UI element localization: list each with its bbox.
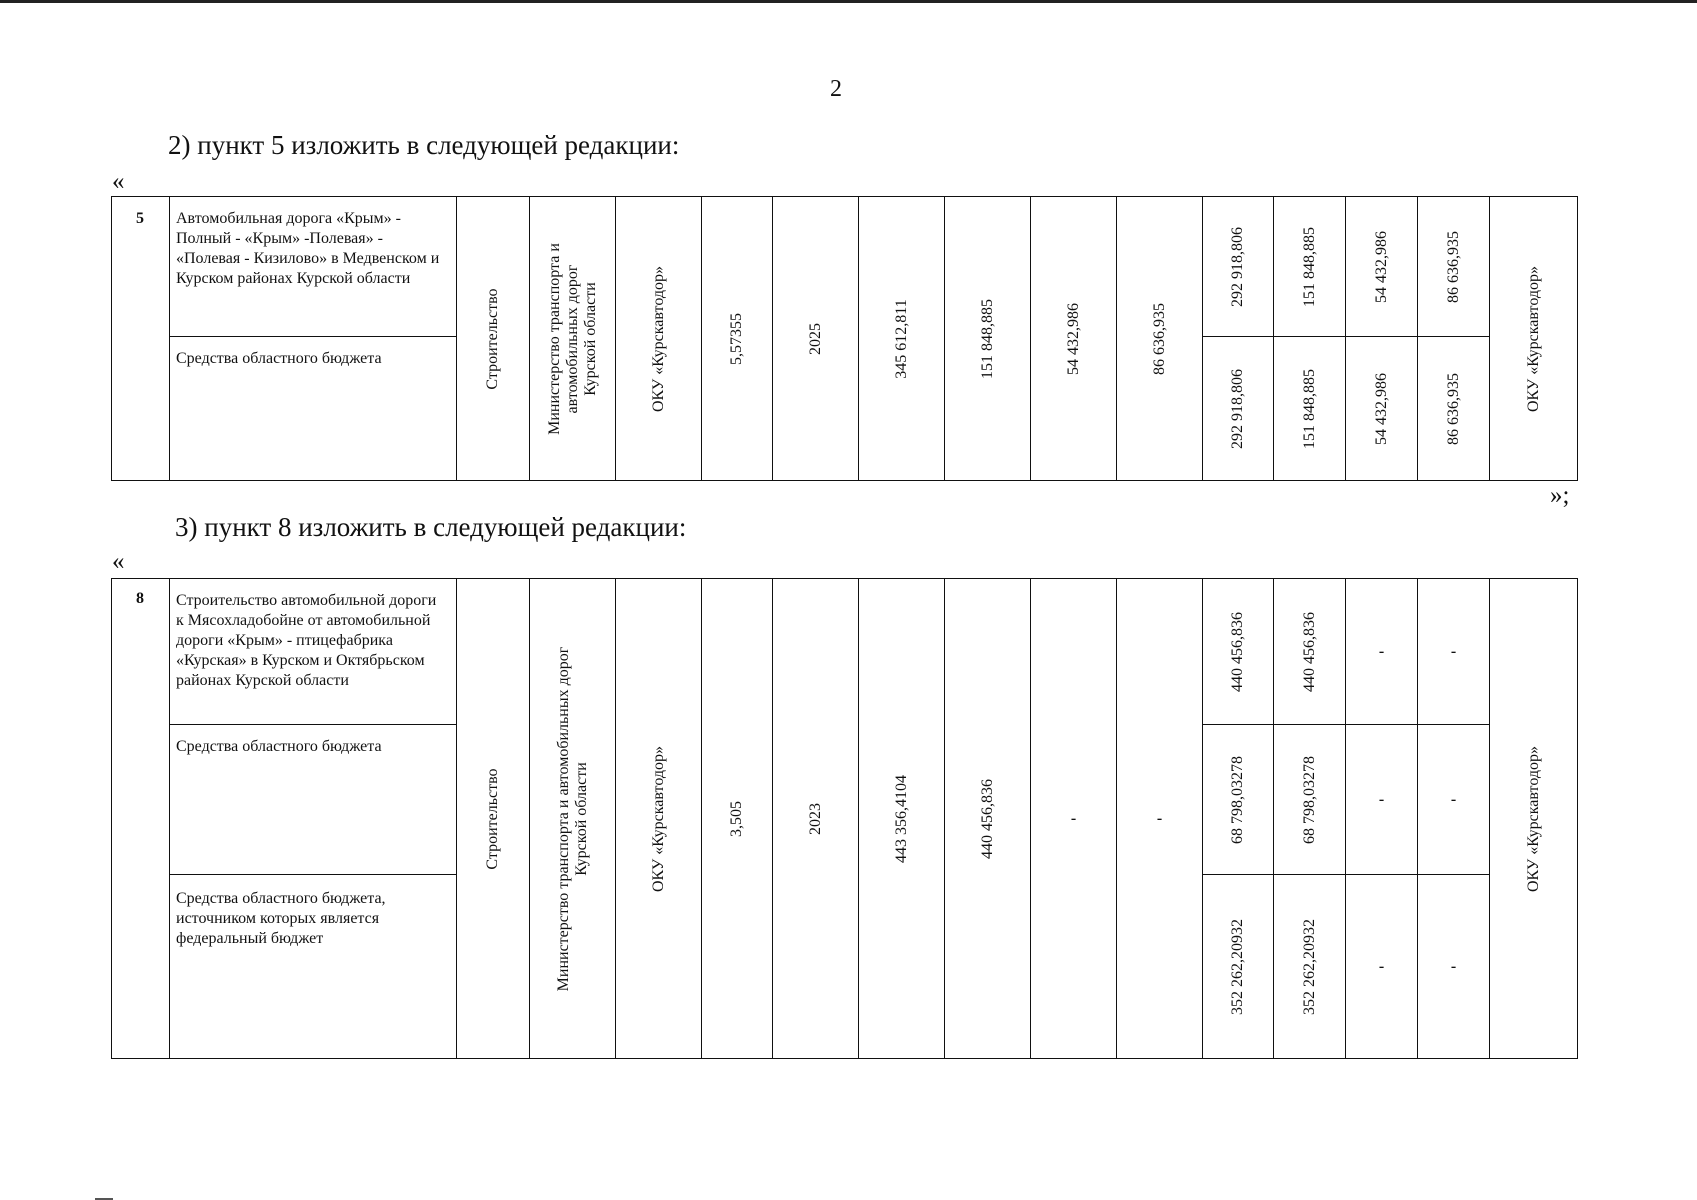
value-3-cell: [1116, 578, 1203, 1059]
year-cell: [772, 196, 859, 481]
cost-cell: [858, 578, 945, 1059]
value-2: -: [1070, 809, 1077, 827]
customer: ОКУ «Курскавтодор»: [649, 745, 667, 892]
total-r1-cell: [1202, 578, 1274, 725]
value-2-cell: [1030, 196, 1117, 481]
total-r2-cell: [1202, 724, 1274, 875]
year1-r2: 68 798,03278: [1300, 755, 1318, 844]
year3-top: 86 636,935: [1444, 230, 1462, 303]
ministry-cell: [529, 578, 616, 1059]
federal-source-cell: [169, 874, 457, 1059]
executor-cell: [1489, 578, 1578, 1059]
value-1: 440 456,836: [978, 778, 996, 859]
year3-top-cell: [1417, 196, 1490, 337]
customer: ОКУ «Курскавтодор»: [649, 265, 667, 412]
total-r3-cell: [1202, 874, 1274, 1059]
year1-r3: 352 262,20932: [1300, 918, 1318, 1015]
customer-cell: [615, 578, 702, 1059]
value-2: 54 432,986: [1064, 302, 1082, 375]
section-2-heading: 2) пункт 5 изложить в следующей редакции:: [168, 130, 680, 160]
length-value: 3,505: [728, 800, 745, 837]
year2-r2: -: [1378, 790, 1385, 808]
total-top: 292 918,806: [1229, 226, 1246, 307]
year1-r2-cell: [1273, 724, 1346, 875]
object-name-cell: [169, 196, 457, 337]
ministry-line-3: Курской области: [581, 281, 599, 396]
year-value: 2023: [806, 802, 824, 835]
ministry-line-1: Министерство транспорта и: [545, 242, 563, 435]
total-r2: 68 798,03278: [1229, 755, 1246, 844]
year1-top-cell: [1273, 196, 1346, 337]
value-3: -: [1156, 809, 1163, 827]
year3-r2: -: [1450, 790, 1457, 808]
value-1: 151 848,885: [978, 298, 996, 379]
value-1-cell: [944, 196, 1031, 481]
item-number: 8: [136, 590, 144, 607]
year3-r1: -: [1450, 642, 1457, 660]
value-2-cell: [1030, 578, 1117, 1059]
cost-value: 345 612,811: [892, 298, 910, 379]
cost-value: 443 356,4104: [892, 774, 910, 863]
total-top-cell: [1202, 196, 1274, 337]
year3-r1-cell: [1417, 578, 1490, 725]
value-3: 86 636,935: [1150, 302, 1168, 375]
customer-cell: [615, 196, 702, 481]
open-quote-1: «: [112, 168, 125, 195]
funding-source-cell: [169, 724, 457, 875]
section-3-heading: 3) пункт 8 изложить в следующей редакции:: [175, 512, 687, 542]
year2-top: 54 432,986: [1372, 230, 1390, 303]
year3-bottom: 86 636,935: [1444, 372, 1462, 445]
ministry-name: [546, 243, 600, 435]
open-quote-2: «: [112, 548, 125, 575]
work-type: Строительство: [484, 767, 501, 870]
object-name-cell: [169, 578, 457, 725]
executor: ОКУ «Курскавтодор»: [1524, 745, 1542, 892]
length-value: 5,57355: [728, 312, 745, 365]
item-number: 5: [136, 210, 144, 227]
funding-source-cell: [169, 336, 457, 481]
executor-cell: [1489, 196, 1578, 481]
year2-r1-cell: [1345, 578, 1418, 725]
ministry-line-2: Курской области: [572, 761, 590, 876]
year2-r2-cell: [1345, 724, 1418, 875]
federal-funding-source: Средства областного бюджета, источником которых является федеральный бюджет: [176, 890, 386, 947]
value-3-cell: [1116, 196, 1203, 481]
year1-r3-cell: [1273, 874, 1346, 1059]
year1-bottom-cell: [1273, 336, 1346, 481]
ministry-line-1: Министерство транспорта и автомобильных дорог: [554, 646, 572, 991]
year1-r1-cell: [1273, 578, 1346, 725]
total-bottom: 292 918,806: [1229, 368, 1246, 449]
year3-r3-cell: [1417, 874, 1490, 1059]
ministry-name: [555, 646, 591, 991]
funding-source: Средства областного бюджета: [176, 738, 382, 755]
total-r3: 352 262,20932: [1229, 918, 1246, 1015]
year2-bottom-cell: [1345, 336, 1418, 481]
year2-r3: -: [1378, 957, 1385, 975]
funding-source: Средства областного бюджета: [176, 350, 382, 367]
year3-r3: -: [1450, 957, 1457, 975]
year1-r1: 440 456,836: [1300, 611, 1318, 692]
year1-bottom: 151 848,885: [1300, 368, 1318, 449]
executor: ОКУ «Курскавтодор»: [1524, 265, 1542, 412]
ministry-cell: [529, 196, 616, 481]
work-type-cell: [456, 578, 530, 1059]
year-cell: [772, 578, 859, 1059]
close-quote-1: »;: [1550, 482, 1570, 509]
value-1-cell: [944, 578, 1031, 1059]
year2-top-cell: [1345, 196, 1418, 337]
year1-top: 151 848,885: [1300, 226, 1318, 307]
ministry-line-2: автомобильных дорог: [563, 264, 581, 413]
page-number: 2: [830, 76, 842, 102]
item-number-cell: [111, 196, 170, 481]
length-cell: [701, 578, 773, 1059]
object-name: Строительство автомобильной дороги к Мясохладобойне от автомобильной дороги «Крым» - птицефабрика «Курская» в Курском и Октябрьском районах Курской области: [176, 592, 437, 689]
total-r1: 440 456,836: [1229, 611, 1246, 692]
year-value: 2025: [806, 322, 824, 355]
length-cell: [701, 196, 773, 481]
item-number-cell: [111, 578, 170, 1059]
year2-bottom: 54 432,986: [1372, 372, 1390, 445]
year3-r2-cell: [1417, 724, 1490, 875]
page-top-edge: [0, 0, 1697, 3]
work-type-cell: [456, 196, 530, 481]
object-name: Автомобильная дорога «Крым» - Полный - «Крым» -Полевая» - «Полевая - Кизилово» в Медвенском и Курском районах Курской области: [176, 210, 440, 287]
work-type: Строительство: [484, 287, 501, 390]
year2-r1: -: [1378, 642, 1385, 660]
year2-r3-cell: [1345, 874, 1418, 1059]
year3-bottom-cell: [1417, 336, 1490, 481]
cost-cell: [858, 196, 945, 481]
total-bottom-cell: [1202, 336, 1274, 481]
